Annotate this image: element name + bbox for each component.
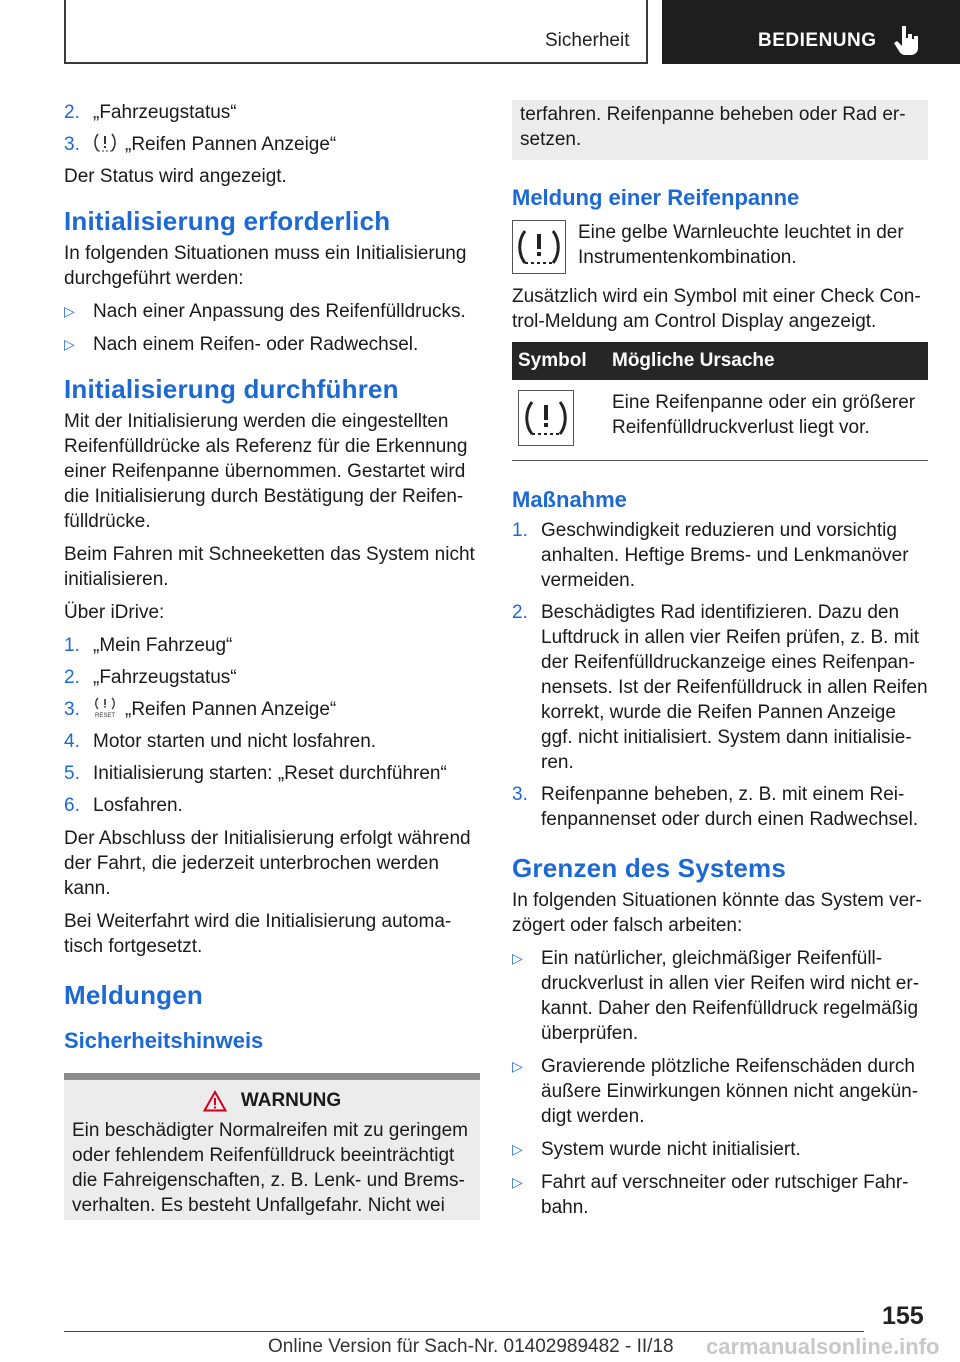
step-text: Beschädigtes Rad identifizieren. Dazu den Luftdruck in allen vier Reifen prüfen, z. B. mit der Reifenfülldruckanzeige eines Reifenpannensets. Ist der Reifenfülldruck in allen Reifen korrekt, wurde die Reifen Pannen Anzeige ggf. nicht initialisiert. System dann initialisieren.: [541, 602, 928, 773]
table-header-symbol: Symbol: [512, 342, 606, 380]
step-text: Geschwindigkeit reduzieren und vorsichtig anhalten. Heftige Brems- und Lenkmanöver vermeiden.: [541, 520, 909, 591]
page-number: 155: [882, 1302, 924, 1330]
bullet-text: Nach einer Anpassung des Reifenfülldrucks.: [93, 301, 466, 322]
tire-pressure-warning-icon: [512, 220, 566, 274]
step-text: „Fahrzeugstatus“: [93, 667, 237, 688]
step-number: 3.: [512, 784, 528, 805]
step-text: Losfahren.: [93, 795, 183, 816]
bullet-text: Ein natürlicher, gleichmäßiger Reifenfülldruckverlust in allen vier Reifen wird nicht erkannt. Daher den Reifenfülldruck regelmäßig überprüfen.: [541, 948, 920, 1044]
list-item: [64, 793, 480, 818]
bullet-text: Fahrt auf verschneiter oder rutschiger Fahrbahn.: [541, 1172, 909, 1218]
step-text: Initialisierung starten: „Reset durchführen“: [93, 763, 447, 784]
meldungen-heading: Meldungen: [64, 980, 204, 1010]
step-number: 1.: [512, 520, 528, 541]
step-text: Motor starten und nicht losfahren.: [93, 731, 377, 752]
list-item: [64, 332, 480, 357]
watermark: carmanualsonline.info: [706, 1334, 940, 1359]
warning-title-row: [72, 1090, 472, 1112]
symbol-table: [512, 342, 928, 460]
triangle-right-icon: ▷: [64, 336, 75, 352]
step-text: „Fahrzeugstatus“: [93, 102, 237, 123]
triangle-right-icon: ▷: [512, 1174, 523, 1190]
bullet-text: System wurde nicht initialisiert.: [541, 1139, 801, 1160]
step-text: „Reifen Pannen Anzeige“: [125, 699, 337, 720]
warning-continuation: [512, 100, 928, 160]
warning-continuation-text: terfahren. Reifenpanne beheben oder Rad ersetzen.: [520, 104, 906, 150]
list-item: [64, 761, 480, 786]
bullet-text: Nach einem Reifen- oder Radwechsel.: [93, 334, 419, 355]
tire-reset-icon: [93, 697, 117, 719]
step-number: 3.: [64, 134, 80, 155]
list-item: [512, 1170, 928, 1220]
list-item: [512, 600, 928, 775]
init-perform-paragraph: Mit der Initialisierung werden die eingestellten Reifenfülldrücke als Referenz für die Erkennung einer Reifenpanne übernommen. Gestartet wird die Initialisierung durch Bestätigung der Reifenfülldrücke.: [64, 411, 468, 532]
grenzen-heading: Grenzen des Systems: [512, 853, 787, 883]
header-chapter: BEDIENUNG: [758, 30, 877, 51]
table-bottom-rule: [512, 460, 928, 462]
list-item: [64, 132, 480, 157]
massnahme-heading: Maßnahme: [512, 487, 627, 512]
list-item: [64, 299, 480, 324]
list-item: [64, 729, 480, 754]
step-text-wrap: [93, 697, 480, 722]
left-column: [64, 100, 480, 1220]
snow-chain-paragraph: Beim Fahren mit Schneeketten das System nicht initialisieren.: [64, 544, 475, 590]
lamp-text: Eine gelbe Warnleuchte leuchtet in der Instrumentenkombination.: [578, 222, 904, 268]
tire-pressure-warning-icon: [518, 390, 574, 446]
status-text: Der Status wird angezeigt.: [64, 166, 287, 187]
step-number: 3.: [64, 699, 80, 720]
list-item: [512, 1054, 928, 1129]
step-number: 6.: [64, 795, 80, 816]
list-item: [64, 633, 480, 658]
step-text: „Reifen Pannen Anzeige“: [125, 134, 337, 155]
list-item: [64, 697, 480, 722]
continue-paragraph: Bei Weiterfahrt wird die Initialisierung automatisch fortgesetzt.: [64, 911, 452, 957]
warning-top-bar: [64, 1073, 480, 1080]
init-required-intro: In folgenden Situationen muss ein Initialisierung durchgeführt werden:: [64, 243, 467, 289]
step-number: 2.: [64, 102, 80, 123]
check-control-paragraph: Zusätzlich wird ein Symbol mit einer Check Control-Meldung am Control Display angezeigt.: [512, 286, 921, 332]
init-perform-heading: Initialisierung durchführen: [64, 374, 399, 404]
idrive-steps: [64, 633, 480, 818]
list-item: [64, 665, 480, 690]
triangle-right-icon: ▷: [64, 303, 75, 319]
list-item: [512, 1137, 928, 1162]
meldung-heading: Meldung einer Reifenpanne: [512, 185, 800, 210]
step-text-wrap: [93, 132, 480, 157]
grenzen-intro: In folgenden Situationen könnte das System verzögert oder falsch arbeiten:: [512, 890, 922, 936]
triangle-right-icon: ▷: [512, 1141, 523, 1157]
list-item: [512, 518, 928, 593]
list-item: [64, 100, 480, 125]
list-item: [512, 782, 928, 832]
step-number: 1.: [64, 635, 80, 656]
step-number: 5.: [64, 763, 80, 784]
svg-text:RESET: RESET: [94, 713, 116, 719]
warning-triangle-icon: [203, 1090, 227, 1112]
hand-pointer-icon: [893, 24, 923, 56]
warning-text: Ein beschädigter Normalreifen mit zu geringem oder fehlendem Reifenfülldruck beeinträchtigt die Fahreigenschaften, z. B. Lenk- und Bremsverhalten. Es besteht Unfallgefahr. Nicht wei: [72, 1120, 469, 1216]
massnahme-steps: [512, 518, 928, 832]
init-required-heading: Initialisierung erforderlich: [64, 206, 391, 236]
triangle-right-icon: ▷: [512, 950, 523, 966]
footer-rule: [64, 1331, 864, 1332]
table-cell-symbol: [512, 380, 606, 460]
header-section: Sicherheit: [545, 30, 630, 51]
table-row: [512, 380, 928, 460]
table-cell-cause: Eine Reifenpanne oder ein größerer Reifenfülldruckverlust liegt vor.: [612, 392, 916, 438]
tire-pressure-warning-icon: [93, 132, 117, 154]
table-header-cause: Mögliche Ursache: [606, 342, 928, 380]
step-number: 2.: [64, 667, 80, 688]
safety-heading: Sicherheitshinweis: [64, 1028, 264, 1053]
warning-title: WARNUNG: [240, 1090, 342, 1111]
warning-box: [64, 1080, 480, 1220]
warning-lamp-row: [512, 220, 928, 274]
completion-paragraph: Der Abschluss der Initialisierung erfolgt während der Fahrt, die jederzeit unterbrochen werden kann.: [64, 828, 471, 899]
step-number: 4.: [64, 731, 80, 752]
list-item: [512, 946, 928, 1046]
top-steps: [64, 100, 480, 157]
bullet-text: Gravierende plötzliche Reifenschäden durch äußere Einwirkungen können nicht angekündigt werden.: [541, 1056, 919, 1127]
step-text: „Mein Fahrzeug“: [93, 635, 233, 656]
right-column: [512, 100, 928, 1228]
triangle-right-icon: ▷: [512, 1058, 523, 1074]
footer-online-version: Online Version für Sach-Nr. 01402989482 - II/18: [268, 1336, 674, 1357]
step-number: 2.: [512, 602, 528, 623]
idrive-label: Über iDrive:: [64, 602, 165, 623]
step-text: Reifenpanne beheben, z. B. mit einem Reifenpannenset oder durch einen Radwechsel.: [541, 784, 919, 830]
